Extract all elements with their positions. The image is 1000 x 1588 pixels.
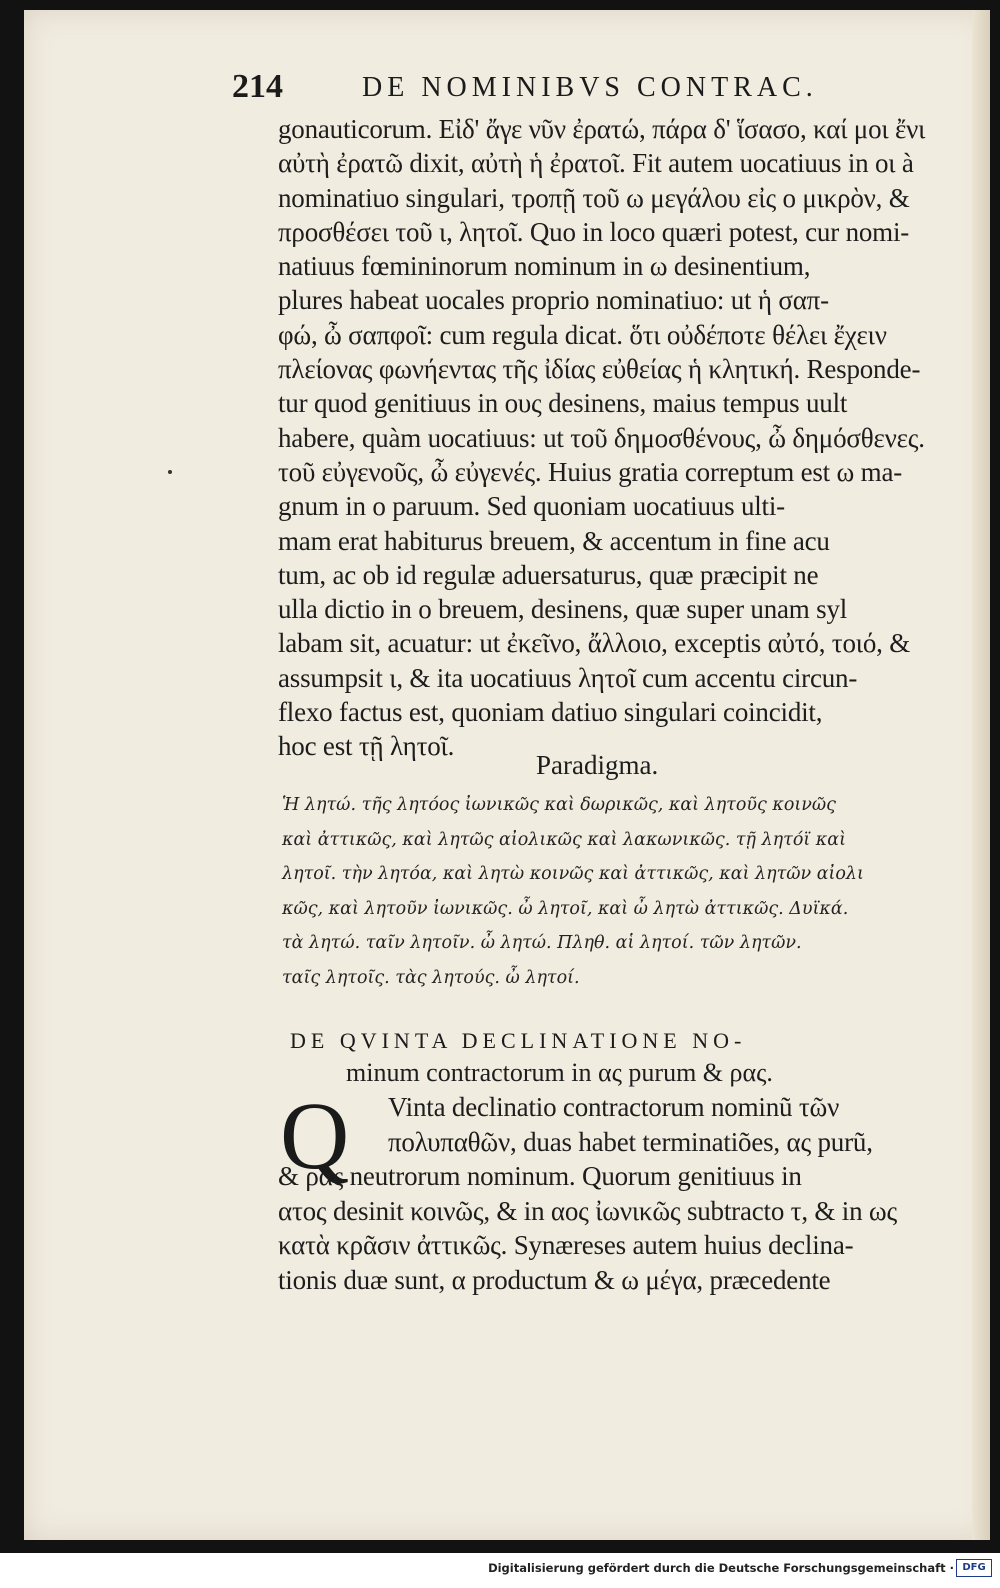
text-line: assumpsit ι, & ita uocatiuus λητοῖ cum accentu circun-	[278, 662, 858, 693]
section-text	[278, 1090, 938, 1297]
text-line: tionis duæ sunt, α productum & ω μέγα, præcedente	[278, 1264, 831, 1295]
footer-credit: Digitalisierung gefördert durch die Deutsche Forschungsgemeinschaft ·	[488, 1561, 954, 1575]
text-line: natiuus fœmininorum nominum in ω desinentium,	[278, 251, 811, 282]
footer-bar	[0, 1553, 1000, 1588]
text-line: habere, quàm uocatiuus: ut τοῦ δημοσθένους, ὦ δημόσθενες.	[278, 422, 925, 453]
paradigm-text	[282, 788, 942, 995]
text-line: gonauticorum. Εἰδ' ἄγε νῦν ἐρατώ, πάρα δ' ἵσασο, καί μοι ἔνι	[278, 114, 926, 144]
section-subtitle: minum contractorum in ας purum & ρας.	[346, 1058, 773, 1087]
ink-speck	[168, 470, 172, 474]
paradigm-line: καὶ ἀττικῶς, καὶ λητῶς αἰολικῶς καὶ λακωνικῶς. τῇ λητόϊ καὶ	[282, 829, 846, 850]
text-line: & ρας neutrorum nominum. Quorum genitiuus in	[278, 1161, 802, 1191]
paradigm-line: τὰ λητώ. ταῖν λητοῖν. ὦ λητώ. Πληθ. αἱ λητοί. τῶν λητῶν.	[282, 933, 802, 953]
paradigm-heading: Paradigma.	[536, 750, 659, 780]
text-line: tur quod genitiuus in ους desinens, maius tempus uult	[278, 388, 848, 419]
text-line: nominatiuo singulari, τροπῇ τοῦ ω μεγάλου εἰς ο μικρὸν, &	[278, 182, 910, 213]
text-line: ulla dictio in ο breuem, desinens, quæ super unam syl	[278, 594, 848, 625]
text-line: ατος desinit κοινῶς, & in αος ἰωνικῶς subtracto τ, & in ως	[278, 1195, 897, 1226]
text-line: gnum in ο paruum. Sed quoniam uocatiuus ulti-	[278, 491, 785, 522]
text-line: κατὰ κρᾶσιν ἀττικῶς. Synæreses autem huius declina-	[278, 1230, 854, 1260]
text-line: πολυπαθῶν, duas habet terminatiões, ας purũ,	[388, 1126, 873, 1157]
paradigm-line: ταῖς λητοῖς. τὰς λητούς. ὦ λητοί.	[282, 967, 580, 988]
text-line: αὐτὴ ἐρατῶ dixit, αὐτὴ ἡ ἐρατοῖ. Fit autem uocatiuus in οι à	[278, 148, 914, 179]
page-header	[232, 68, 892, 108]
text-line: mam erat habiturus breuem, & accentum in fine acu	[278, 525, 830, 556]
page-edge	[972, 10, 990, 1540]
text-line: tum, ac ob id regulæ aduersaturus, quæ præcipit ne	[278, 559, 819, 590]
dfg-logo: DFG	[956, 1559, 992, 1577]
drop-cap: Q	[280, 1082, 350, 1189]
text-line: Vinta declinatio contractorum nominũ τῶν	[388, 1092, 840, 1122]
paradigm-line: κῶς, καὶ λητοῦν ἰωνικῶς. ὦ λητοῖ, καὶ ὦ λητὼ ἀττικῶς. Δυϊκά.	[282, 898, 849, 919]
text-line: τοῦ εὐγενοῦς, ὦ εὐγενές. Huius gratia correptum est ω ma-	[278, 456, 903, 487]
paradigm-line: λητοῖ. τὴν λητόα, καὶ λητὼ κοινῶς καὶ ἀττικῶς, καὶ λητῶν αἰολι	[282, 864, 864, 884]
text-line: labam sit, acuatur: ut ἐκεῖνο, ἄλλοιο, exceptis αὐτό, τοιό, &	[278, 628, 911, 659]
text-line: πλείονας φωνήεντας τῆς ἰδίας εὐθείας ἡ κλητική. Responde-	[278, 354, 921, 385]
text-line: plures habeat uocales proprio nominatiuo: ut ἡ σαπ-	[278, 285, 829, 316]
main-text	[278, 112, 938, 764]
section-title: DE QVINTA DECLINATIONE NO-	[290, 1028, 747, 1053]
paradigm-line: Ἡ λητώ. τῆς λητόος ἰωνικῶς καὶ δωρικῶς, καὶ λητοῦς κοινῶς	[282, 795, 836, 815]
text-line: φώ, ὦ σαπφοῖ: cum regula dicat. ὅτι οὐδέποτε θέλει ἔχειν	[278, 319, 887, 350]
text-line: προσθέσει τοῦ ι, λητοῖ. Quo in loco quæri potest, cur nomi-	[278, 216, 910, 247]
page-number: 214	[232, 68, 283, 105]
running-head: DE NOMINIBVS CONTRAC.	[362, 72, 818, 103]
text-line: flexo factus est, quoniam datiuo singulari coincidit,	[278, 697, 823, 728]
text-line: hoc est τῇ λητοῖ.	[278, 731, 455, 762]
